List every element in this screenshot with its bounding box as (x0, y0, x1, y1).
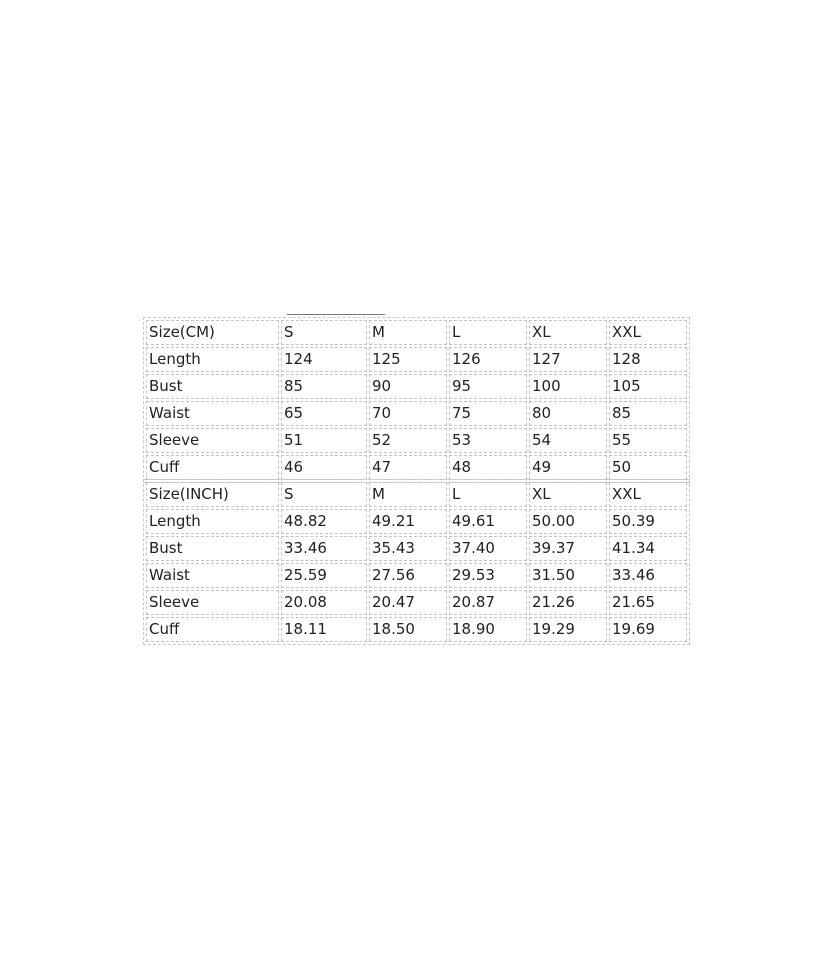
table-header-cell: M (369, 320, 447, 345)
table-cell: 35.43 (369, 536, 447, 561)
row-label-cell: Sleeve (146, 428, 279, 453)
table-cell: 127 (529, 347, 607, 372)
row-label-cell: Cuff (146, 455, 279, 480)
row-label-cell: Length (146, 509, 279, 534)
table-cell: 50.39 (609, 509, 687, 534)
table-cell: 20.47 (369, 590, 447, 615)
table-cell: 65 (281, 401, 367, 426)
table-cell: 18.90 (449, 617, 527, 642)
table-header-cell: XL (529, 482, 607, 507)
size-table-cm (143, 317, 690, 483)
table-cell: 70 (369, 401, 447, 426)
table-cell: 105 (609, 374, 687, 399)
table-cell: 19.29 (529, 617, 607, 642)
table-header-cell: L (449, 482, 527, 507)
top-divider-line (287, 314, 385, 315)
table-cell: 21.65 (609, 590, 687, 615)
table-cell: 18.11 (281, 617, 367, 642)
table-row (146, 536, 687, 561)
table-cell: 85 (281, 374, 367, 399)
table-row (146, 590, 687, 615)
table-cell: 33.46 (609, 563, 687, 588)
table-row (146, 347, 687, 372)
table-cell: 33.46 (281, 536, 367, 561)
table-header-cell: S (281, 482, 367, 507)
table-cell: 31.50 (529, 563, 607, 588)
table-row (146, 617, 687, 642)
row-label-cell: Bust (146, 374, 279, 399)
table-cell: 52 (369, 428, 447, 453)
table-cell: 48.82 (281, 509, 367, 534)
row-label-cell: Cuff (146, 617, 279, 642)
table-cell: 55 (609, 428, 687, 453)
table-header-row (146, 320, 687, 345)
table-cell: 51 (281, 428, 367, 453)
table-cell: 85 (609, 401, 687, 426)
table-header-cell: M (369, 482, 447, 507)
table-row (146, 563, 687, 588)
table-cell: 49.61 (449, 509, 527, 534)
table-row (146, 509, 687, 534)
table-cell: 80 (529, 401, 607, 426)
table-header-cell: S (281, 320, 367, 345)
table-cell: 21.26 (529, 590, 607, 615)
table-cell: 126 (449, 347, 527, 372)
table-cell: 100 (529, 374, 607, 399)
table-cell: 41.34 (609, 536, 687, 561)
table-cell: 29.53 (449, 563, 527, 588)
table-cell: 37.40 (449, 536, 527, 561)
table-row (146, 401, 687, 426)
table-cell: 50.00 (529, 509, 607, 534)
table-cell: 90 (369, 374, 447, 399)
table-cell: 49.21 (369, 509, 447, 534)
table-cell: 19.69 (609, 617, 687, 642)
table-cell: 75 (449, 401, 527, 426)
size-table-inch (143, 479, 690, 645)
table-cell: 53 (449, 428, 527, 453)
table-cell: 39.37 (529, 536, 607, 561)
table-cell: 25.59 (281, 563, 367, 588)
table-cell: 18.50 (369, 617, 447, 642)
table-cell: 48 (449, 455, 527, 480)
table-cell: 54 (529, 428, 607, 453)
table-row (146, 455, 687, 480)
table-cell: 20.08 (281, 590, 367, 615)
table-header-cell: XXL (609, 482, 687, 507)
table-cell: 46 (281, 455, 367, 480)
table-header-cell: L (449, 320, 527, 345)
row-label-cell: Waist (146, 563, 279, 588)
table-header-cell: Size(CM) (146, 320, 279, 345)
table-cell: 27.56 (369, 563, 447, 588)
table-row (146, 428, 687, 453)
row-label-cell: Length (146, 347, 279, 372)
table-cell: 50 (609, 455, 687, 480)
table-header-cell: XXL (609, 320, 687, 345)
table-cell: 95 (449, 374, 527, 399)
table-cell: 47 (369, 455, 447, 480)
table-cell: 20.87 (449, 590, 527, 615)
table-header-cell: XL (529, 320, 607, 345)
table-cell: 125 (369, 347, 447, 372)
table-header-cell: Size(INCH) (146, 482, 279, 507)
row-label-cell: Bust (146, 536, 279, 561)
table-header-row (146, 482, 687, 507)
table-cell: 49 (529, 455, 607, 480)
row-label-cell: Waist (146, 401, 279, 426)
table-row (146, 374, 687, 399)
table-cell: 128 (609, 347, 687, 372)
table-cell: 124 (281, 347, 367, 372)
row-label-cell: Sleeve (146, 590, 279, 615)
